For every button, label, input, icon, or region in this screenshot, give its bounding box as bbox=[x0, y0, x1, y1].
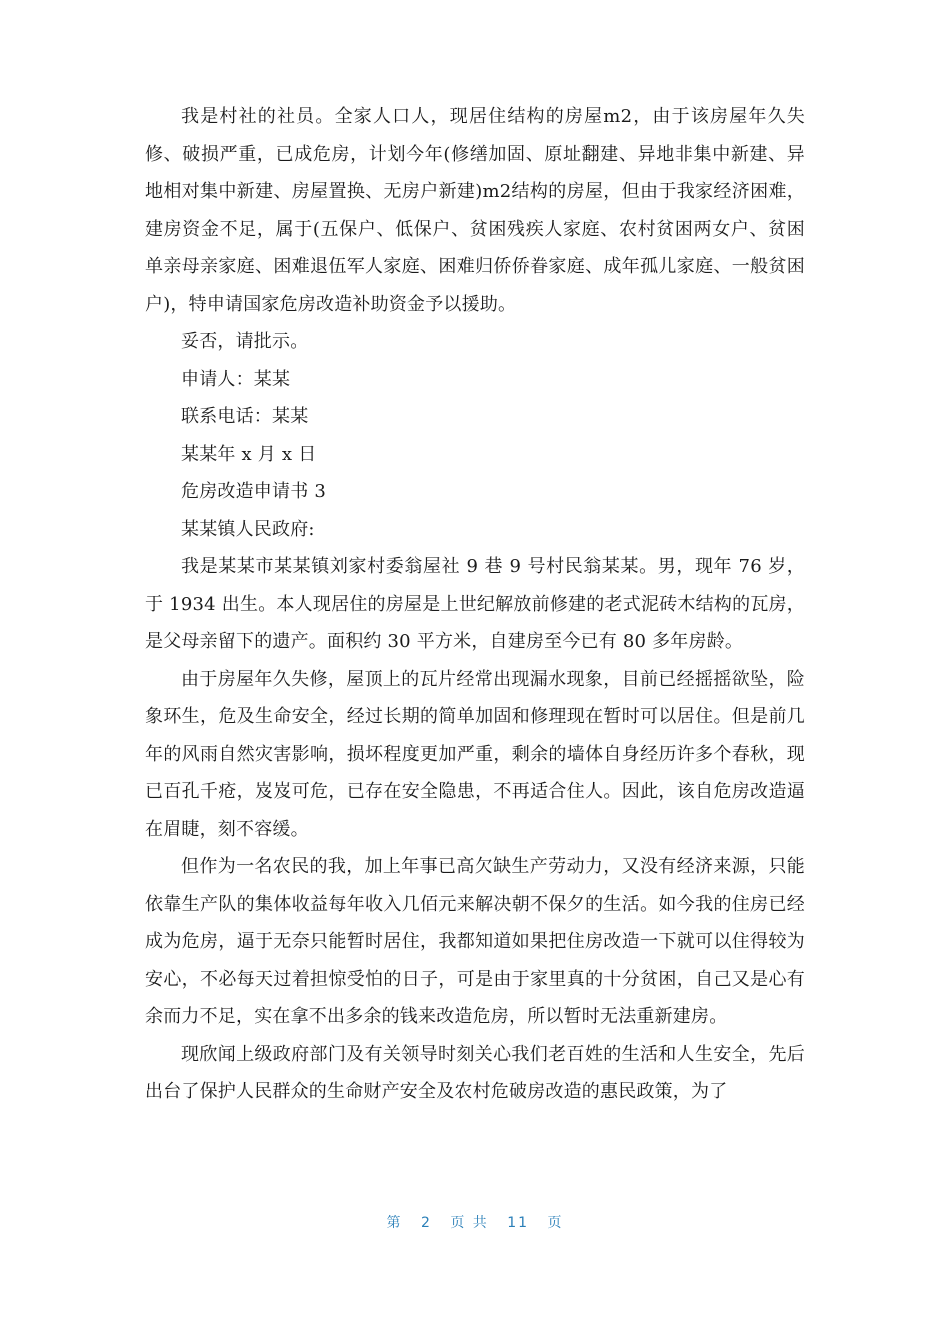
footer-suffix: 页 bbox=[547, 1215, 564, 1231]
paragraph: 但作为一名农民的我，加上年事已高欠缺生产劳动力，又没有经济来源，只能依靠生产队的集体收益每年收入几佰元来解决朝不保夕的生活。如今我的住房已经成为危房，逼于无奈只能暂时居住，我都知道如果把住房改造一下就可以住得较为安心，不必每天过着担惊受怕的日子，可是由于家里真的十分贫困，自己又是心有余而力不足，实在拿不出多余的钱来改造危房，所以暂时无法重新建房。 bbox=[145, 856, 805, 1027]
paragraph: 某某镇人民政府: bbox=[181, 518, 315, 540]
footer-middle: 页 共 bbox=[450, 1215, 489, 1231]
paragraph: 现欣闻上级政府部门及有关领导时刻关心我们老百姓的生活和人生安全，先后出台了保护人民群众的生命财产安全及农村危破房改造的惠民政策，为了 bbox=[145, 1043, 805, 1102]
page-total: 11 bbox=[507, 1215, 530, 1231]
paragraph: 申请人：某某 bbox=[181, 368, 291, 390]
document-body bbox=[145, 98, 805, 1111]
paragraph: 联系电话：某某 bbox=[181, 406, 309, 427]
paragraph: 我是村社的社员。全家人口人，现居住结构的房屋m2，由于该房屋年久失修、破损严重，已成危房，计划今年(修缮加固、原址翻建、异地非集中新建、异地相对集中新建、房屋置换、无房户新建)m2结构的房屋，但由于我家经济困难，建房资金不足，属于(五保户、低保户、贫困残疾人家庭、农村贫困两女户、贫困单亲母亲家庭、困难退伍军人家庭、困难归侨侨眷家庭、成年孤儿家庭、一般贫困户)，特申请国家危房改造补助资金予以援助。 bbox=[145, 106, 805, 315]
paragraph: 危房改造申请书 3 bbox=[181, 481, 326, 502]
paragraph: 我是某某市某某镇刘家村委翁屋社 9 巷 9 号村民翁某某。男，现年 76 岁，于 1934 出生。本人现居住的房屋是上世纪解放前修建的老式泥砖木结构的瓦房，是父母亲留下的遗产。面积约 30 平方米，自建房至今已有 80 多年房龄。 bbox=[145, 556, 805, 652]
page-number: 2 bbox=[420, 1215, 432, 1231]
paragraph: 某某年 x 月 x 日 bbox=[181, 443, 317, 465]
paragraph: 妥否，请批示。 bbox=[181, 331, 309, 352]
footer-prefix: 第 bbox=[386, 1215, 403, 1231]
paragraph: 由于房屋年久失修，屋顶上的瓦片经常出现漏水现象，目前已经摇摇欲坠，险象环生，危及生命安全，经过长期的简单加固和修理现在暂时可以居住。但是前几年的风雨自然灾害影响，损坏程度更加严重，剩余的墙体自身经历许多个春秋，现已百孔千疮，岌岌可危，已存在安全隐患，不再适合住人。因此，该自危房改造逼在眉睫，刻不容缓。 bbox=[145, 668, 805, 840]
page-footer bbox=[0, 1212, 950, 1232]
